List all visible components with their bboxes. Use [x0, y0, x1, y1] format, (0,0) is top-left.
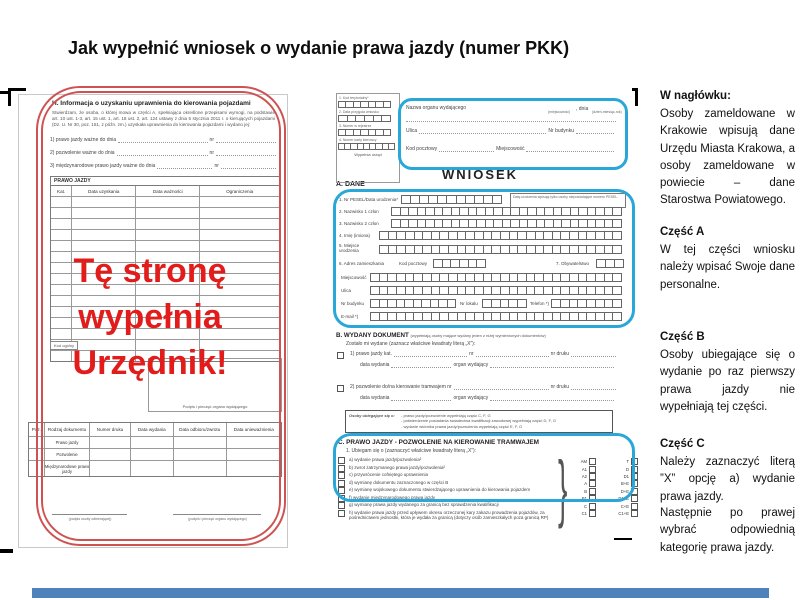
- nr-label: nr: [209, 137, 214, 143]
- postal-label: Kod pocztowy: [406, 146, 438, 152]
- checkbox: [589, 480, 596, 487]
- section-h-legal-text: Stwierdzam, że osoba, o której mowa w części A, spełniająca określone przepisami wymogi, na podstawie art. 10 ust. 1-3, art. 15 ust. 1, art. 18 ust. 2, art. 124 ustawy z dnia 5 stycznia 2011 r. o kierujących pojazdami (Dz. U. Nr 30, poz. 151, z późn. zm.) uzyskała uprawnienia do kierowania pojazdami i wydano jej:: [52, 110, 275, 127]
- issuing-authority-label: organ wydający: [453, 362, 489, 368]
- annotation-part-a-body: W tej części wniosku należy wpisać Swoje dane personalne.: [660, 244, 795, 291]
- street-field-boxes: [371, 286, 622, 295]
- pesel-note: Datę urodzenia wpisują tylko osoby nieposiadające numeru PESEL.: [510, 193, 626, 208]
- phone-boxes: [552, 299, 622, 308]
- issued-doc-line1: [350, 351, 618, 357]
- kod-ogolny-label: Kod ogólny: [50, 341, 78, 350]
- doc-col-wydania: Data wydania: [131, 423, 174, 436]
- issue-date-label: data wydania: [360, 362, 390, 368]
- checkbox: [631, 503, 638, 510]
- cat-a1: A1: [581, 466, 587, 472]
- checkbox: [631, 458, 638, 465]
- cat-c: C: [583, 503, 587, 509]
- cat-c1: C1: [581, 510, 587, 516]
- annotation-part-c-title: Część C: [660, 438, 705, 450]
- license-col-ograniczenia: Ograniczenia: [226, 188, 254, 194]
- surname2-label: 3. Nazwisko 2 człon: [339, 221, 379, 226]
- postal-code-boxes: [434, 259, 486, 268]
- nr-label: nr: [469, 351, 474, 357]
- dotted-line: [406, 121, 616, 122]
- doc-col-rodzaj: Rodzaj dokumentu: [45, 423, 90, 436]
- city-field-boxes: [371, 273, 622, 282]
- checkbox: [631, 510, 638, 517]
- note-box-line3: - wydanie wtórnika prawa jazdy/pozwolenia wypełniają część E, F, G: [401, 423, 523, 429]
- dotted-line: [117, 151, 208, 156]
- issuing-authority-label: organ wydający: [453, 395, 489, 401]
- option-c: c) przywrócenie cofniętego uprawnienia: [349, 472, 429, 477]
- edge-mark-icon: [0, 91, 9, 94]
- dotted-line: [391, 363, 451, 368]
- dotted-line: [221, 164, 276, 169]
- option-a: a) wydanie prawa jazdy/pozwolenia²: [349, 457, 422, 462]
- phone-label: Telefon *): [530, 301, 550, 306]
- issue-line-label: 3) międzynarodowe prawo jazdy ważne do dnia: [50, 163, 156, 169]
- city-label: Miejscowość: [496, 146, 525, 152]
- street-label: Ulica: [406, 128, 418, 134]
- nr-label: nr: [214, 163, 219, 169]
- dotted-line: [394, 352, 467, 357]
- cat-a: A: [584, 481, 587, 487]
- signature-stamp-label: Podpis i pieczęć organu wydającego: [182, 404, 248, 409]
- firstname-boxes: [380, 231, 622, 240]
- checkbox: [337, 352, 344, 359]
- issue-line-label: 1) prawo jazdy ważne do dnia: [50, 137, 117, 143]
- footer-signature-right: (podpis i pieczęć organu wydającego): [188, 517, 247, 521]
- page-title: Jak wypełnić wniosek o wydanie prawa jazdy (numer PKK): [68, 38, 570, 58]
- postal-code-label: Kod pocztowy: [399, 261, 428, 266]
- section-a-heading: A. DANE: [336, 181, 365, 188]
- stamp-text-line3: Urzędnik!: [72, 344, 228, 382]
- annotation-header-title: W nagłówku:: [660, 90, 731, 102]
- section-c-heading: C. PRAWO JAZDY - POZWOLENIE NA KIEROWANIE TRAMWAJEM: [338, 439, 539, 446]
- checkbox: [338, 510, 345, 517]
- street-row: [406, 128, 616, 134]
- checkbox: [338, 480, 345, 487]
- doc-col-poz: Poz.: [29, 423, 45, 436]
- street-field-label: Ulica: [341, 288, 352, 293]
- section-h-heading: H. Informacja o uzyskaniu uprawnienia do kierowania pojazdami: [52, 100, 251, 107]
- dotted-line: [526, 147, 614, 152]
- checkbox: [338, 502, 345, 509]
- flat-no-label: Nr lokalu: [460, 301, 478, 306]
- city-field-label: Miejscowość: [341, 275, 367, 280]
- annotation-part-b-title: Część B: [660, 331, 705, 343]
- checkbox: [631, 480, 638, 487]
- office-field1-label: 1. Kod terytorialny*: [339, 96, 369, 100]
- date-format-hint: (dzień-miesiąc-rok): [592, 110, 622, 114]
- doc-col-uniewaznienia: Data unieważnienia: [233, 427, 274, 432]
- office-field4-boxes: [339, 143, 395, 150]
- license-col-data-uzyskania: Data uzyskania: [72, 186, 136, 196]
- issued-doc-line2b: [360, 395, 616, 401]
- checkbox: [589, 488, 596, 495]
- office-box-caption: Wypełnia urząd: [354, 152, 382, 157]
- checkbox: [589, 473, 596, 480]
- dotted-line: [576, 129, 614, 134]
- pesel-label: 1. Nr PESEL/Data urodzenia*: [339, 197, 399, 202]
- dotted-line: [157, 164, 212, 169]
- section-b-intro: Zostało mi wydane (zaznacz właściwe kwadraty literą „X”):: [346, 341, 476, 347]
- section-c-intro: 1. Ubiegam się o (zaznaczyć właściwe kwadraty literą „X”):: [346, 448, 477, 454]
- office-field1-boxes: [339, 101, 391, 108]
- cat-am: AM: [580, 459, 587, 465]
- office-field4-label: 4. Numer karty kierowcy: [339, 138, 377, 142]
- cat-c1e: C1+E: [618, 510, 629, 516]
- stamp-text-line1: Tę stronę: [73, 252, 227, 290]
- dotted-line: [419, 129, 546, 134]
- cat-b: B: [584, 488, 587, 494]
- postal-row: [406, 146, 616, 152]
- firstname-label: 4. Imię (imiona): [339, 233, 371, 238]
- cat-t: T: [626, 459, 629, 465]
- dotted-line: [216, 138, 276, 143]
- license-col-data-waznosci: Data ważności: [136, 186, 200, 196]
- dotted-line: [391, 396, 451, 401]
- issue-date-label: data wydania: [360, 395, 390, 401]
- doc-row-pozwolenie: Pozwolenie: [45, 449, 90, 460]
- surname1-label: 2. Nazwisko 1 człon: [339, 209, 379, 214]
- doc-row-prawo-jazdy: Prawo jazdy: [45, 437, 90, 448]
- surname2-boxes: [392, 219, 622, 228]
- stamp-text-line2: wypełnia: [78, 298, 222, 336]
- category-column-right: [598, 458, 638, 517]
- checkbox: [589, 458, 596, 465]
- option-h: h) wydanie prawa jazdy przed upływem okresu orzeczonej kary zakazu prowadzenia pojazdów, za pośrednictwem jednostki, która je wydała za granicą (dotyczy osób zamieszkałych poza granicą RP): [349, 509, 549, 521]
- dotted-line: [571, 385, 616, 390]
- cat-ce: C+E: [620, 503, 629, 509]
- dotted-line: [490, 363, 614, 368]
- office-field3-label: 3. Numer w rejestrze: [339, 124, 372, 128]
- org-name-label: Nazwa organu wydającego: [406, 105, 467, 111]
- doc-row-miedzynarodowe: Międzynarodowe prawo jazdy: [45, 461, 90, 476]
- cat-be: B+E: [620, 481, 629, 487]
- checkbox: [338, 472, 345, 479]
- bracket-icon: }: [558, 446, 568, 529]
- birthplace-boxes: [380, 245, 622, 254]
- note-box-lead: Osoby ubiegające się o:: [349, 413, 395, 418]
- footer-bar: [32, 588, 769, 598]
- issued-doc-line2: [350, 384, 618, 390]
- issue-line: [50, 150, 278, 156]
- dotted-line: [216, 151, 276, 156]
- doc-col-odbioru: Data odbioru/zwrotu: [174, 423, 227, 436]
- place-hint-label: (miejscowość): [548, 110, 571, 114]
- citizenship-boxes: [597, 259, 624, 268]
- citizenship-label: 7. Obywatelstwo: [556, 261, 590, 266]
- section-b-title: B. WYDANY DOKUMENT: [336, 332, 409, 339]
- signature-line: [52, 514, 127, 515]
- issued-doc2-label: 2) pozwolenie do/na kierowanie tramwajem nr: [350, 384, 452, 390]
- dotted-line: [571, 352, 616, 357]
- option-e: e) wymianę wojskowego dokumentu stwierdzającego uprawnienia do kierowania pojazdem: [349, 487, 531, 492]
- pesel-boxes: [402, 195, 502, 204]
- building-label: Nr budynku: [548, 128, 574, 134]
- dotted-line: [476, 352, 549, 357]
- annotation-header-body: Osoby zameldowane w Krakowie wpisują dane Urzędu Miasta Krakowa, a osoby zameldowane w powiecie – dane Starostwa Powiatowego.: [660, 108, 795, 207]
- annotation-part-c-body: Należy zaznaczyć literą ”X” opcję a) wydanie prawa jazdy.: [660, 456, 795, 503]
- nr-druku-label: nr druku: [550, 351, 570, 357]
- option-d: d) wymianę dokumentu zaznaczonego w części B: [349, 479, 449, 485]
- issue-line-label: 2) pozwolenie ważne do dnia: [50, 150, 115, 156]
- email-boxes: [371, 312, 622, 321]
- checkbox: [631, 495, 638, 502]
- checkbox: [589, 503, 596, 510]
- documents-table: [28, 422, 282, 477]
- note-box-line1: - prawo jazdy/pozwolenie wypełniają część C, F, G: [401, 413, 491, 418]
- edge-mark-icon: [0, 549, 13, 553]
- cat-d: D: [625, 466, 629, 472]
- checkbox: [337, 385, 344, 392]
- email-label: E-mail *): [341, 314, 359, 319]
- section-b-heading: [336, 332, 546, 339]
- building-no-label: Nr budynku: [341, 301, 365, 306]
- annotation-part-b-body: Osoby ubiegające się o wydanie po raz pierwszy prawa jazdy nie wypełniają tej części.: [660, 349, 795, 413]
- signature-line: [173, 514, 261, 515]
- checkbox: [631, 466, 638, 473]
- office-use-box: [336, 93, 400, 183]
- office-field3-boxes: [339, 129, 391, 136]
- issued-doc-line1b: [360, 362, 616, 368]
- nr-label: nr: [209, 150, 214, 156]
- dotted-line: [439, 147, 494, 152]
- address-label: 6. Adres zamieszkania: [339, 261, 385, 266]
- birthplace-label: 5. Miejsce urodzenia: [339, 243, 360, 254]
- cat-d1: D1: [623, 473, 629, 479]
- building-no-boxes: [371, 299, 456, 308]
- dotted-line: [118, 138, 207, 143]
- surname1-boxes: [392, 207, 622, 216]
- checkbox: [589, 510, 596, 517]
- dotted-line: [454, 385, 549, 390]
- option-g: g) wymianę prawa jazdy wydanego za granicą bez sprawdzenia kwalifikacji: [349, 502, 499, 507]
- doc-col-numer: Numer druku: [90, 423, 131, 436]
- option-f: f) wydanie międzynarodowego prawa jazdy: [349, 494, 436, 500]
- issue-line: [50, 137, 278, 143]
- checkbox: [338, 457, 345, 464]
- issued-doc1-label: 1) prawo jazdy kat.: [350, 351, 392, 357]
- dotted-line: [490, 396, 614, 401]
- issue-line: [50, 163, 278, 169]
- license-table-title: PRAWO JAZDY: [54, 178, 91, 184]
- office-field2-boxes: [339, 115, 391, 122]
- checkbox: [631, 488, 638, 495]
- annotation-part-a-title: Część A: [660, 226, 705, 238]
- checkbox: [589, 495, 596, 502]
- annotation-part-c-body2: Następnie po prawej wybrać odpowiednią kategorię prawa jazdy.: [660, 507, 795, 554]
- form-title: WNIOSEK: [441, 167, 519, 182]
- checkbox: [338, 495, 345, 502]
- cat-a2: A2: [581, 473, 587, 479]
- checkbox: [338, 465, 345, 472]
- footer-signature-left: (podpis osoby odbierającej): [68, 517, 112, 521]
- checkbox: [589, 466, 596, 473]
- license-col-kat: Kat.: [51, 186, 72, 196]
- category-column-left: [560, 458, 596, 517]
- applicants-note-box: [345, 410, 613, 433]
- section-b-title-note: (wypełniają osoby mające wydany jeden z niżej wymienionych dokumentów): [410, 333, 546, 338]
- cat-d1e: D1+E: [618, 496, 629, 502]
- flat-no-boxes: [483, 299, 527, 308]
- note-box-line2: - potwierdzenie posiadania świadectwa kwalifikacji zawodowej wypełniają część D, F, G: [401, 418, 556, 424]
- checkbox: [338, 487, 345, 494]
- dnia-label: , dnia: [576, 106, 589, 112]
- checkbox: [631, 473, 638, 480]
- option-b: b) zwrot zatrzymanego prawa jazdy/pozwolenia²: [349, 464, 446, 470]
- nr-druku-label: nr druku: [550, 384, 569, 390]
- office-field2-label: 2. Data przyjęcia wniosku: [339, 110, 379, 114]
- cat-de: D+E: [620, 488, 629, 494]
- cat-b1: B1: [581, 496, 587, 502]
